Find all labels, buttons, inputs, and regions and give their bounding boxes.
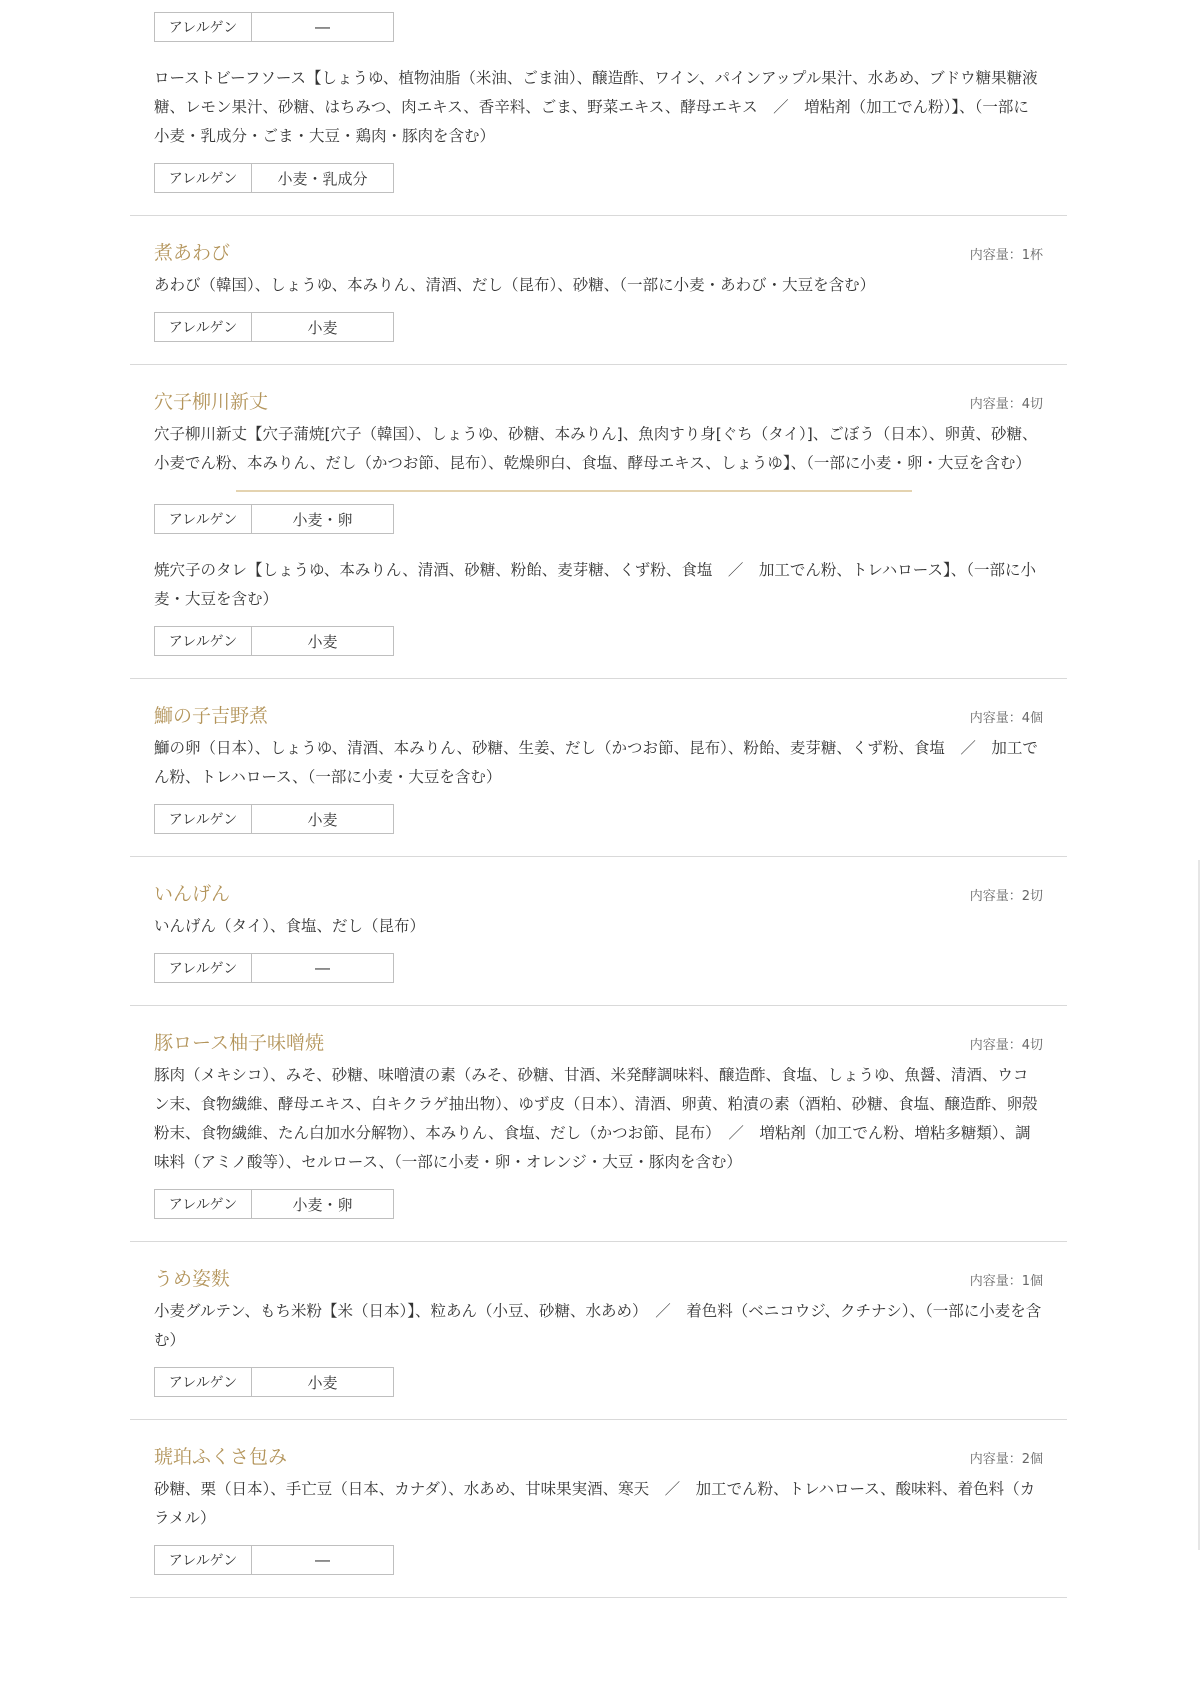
product-section-ingen <box>130 857 1067 1006</box>
product-section-awabi <box>130 216 1067 365</box>
quantity-label: 内容量：4切 <box>969 1038 1043 1053</box>
ingredients-text: 小麦グルテン、もち米粉【米（日本）】、粒あん（小豆、砂糖、水あめ） ／ 着色料（ベニコウジ、クチナシ）、（一部に小麦を含む） <box>154 1302 1042 1349</box>
allergen-label: アレルゲン <box>155 13 252 41</box>
allergen-value: ― <box>315 959 330 977</box>
allergen-label: アレルゲン <box>155 627 252 655</box>
allergen-table <box>154 312 394 342</box>
quantity-label: 内容量：4個 <box>969 711 1043 726</box>
allergen-value: 小麦・乳成分 <box>277 169 368 188</box>
quantity-label: 内容量：2切 <box>969 889 1043 904</box>
ingredients-text: ローストビーフソース【しょうゆ、植物油脂（米油、ごま油）、醸造酢、ワイン、パインアップル果汁、水あめ、ブドウ糖果糖液糖、レモン果汁、砂糖、はちみつ、肉エキス、香辛料、ごま、野菜エキス、酵母エキス ／ 増粘剤（加工でん粉）】、（一部に小麦・乳成分・ごま・大豆・鶏肉・豚肉を含む） <box>154 69 1038 145</box>
allergen-label: アレルゲン <box>155 954 252 982</box>
ingredients-text: 豚肉（メキシコ）、みそ、砂糖、味噌漬の素（みそ、砂糖、甘酒、米発酵調味料、醸造酢、食塩、しょうゆ、魚醤、清酒、ウコン末、食物繊維、酵母エキス、白キクラゲ抽出物）、ゆず皮（日本）、清酒、卵黄、粕漬の素（酒粕、砂糖、食塩、醸造酢、卵殻粉末、食物繊維、たん白加水分解物）、本みりん、食塩、だし（かつお節、昆布） ／ 増粘剤（加工でん粉、増粘多糖類）、調味料（アミノ酸等）、セルロース、（一部に小麦・卵・オレンジ・大豆・豚肉を含む） <box>154 1066 1038 1171</box>
ingredients-text: 砂糖、栗（日本）、手亡豆（日本、カナダ）、水あめ、甘味果実酒、寒天 ／ 加工でん粉、トレハロース、酸味料、着色料（カラメル） <box>154 1480 1036 1527</box>
allergen-label: アレルゲン <box>155 1190 252 1218</box>
quantity-label: 内容量：2個 <box>969 1452 1043 1467</box>
allergen-table <box>154 1367 394 1397</box>
product-section-buta <box>130 1006 1067 1242</box>
allergen-value: 小麦 <box>307 810 338 829</box>
ingredients-text: 穴子柳川新丈【穴子蒲焼[穴子（韓国）、しょうゆ、砂糖、本みりん]、魚肉すり身[ぐち（タイ）]、ごぼう（日本）、卵黄、砂糖、小麦でん粉、本みりん、だし（かつお節、昆布）、乾燥卵白、食塩、酵母エキス、しょうゆ】、（一部に小麦・卵・大豆を含む） <box>154 425 1038 472</box>
product-title: うめ姿麩 <box>154 1268 231 1290</box>
product-title: 琥珀ふくさ包み <box>154 1446 288 1468</box>
allergen-value: 小麦 <box>307 632 338 651</box>
allergen-table <box>154 1189 394 1219</box>
quantity-label: 内容量：1杯 <box>969 248 1043 263</box>
allergen-label: アレルゲン <box>155 164 252 192</box>
ingredients-text: いんげん（タイ）、食塩、だし（昆布） <box>154 917 425 935</box>
allergen-table <box>154 804 394 834</box>
product-title: 穴子柳川新丈 <box>154 391 269 413</box>
allergen-table <box>154 12 394 42</box>
allergen-label: アレルゲン <box>155 1368 252 1396</box>
allergen-list <box>130 0 1067 1598</box>
allergen-label: アレルゲン <box>155 805 252 833</box>
allergen-table <box>154 504 394 534</box>
product-section-roastbeef <box>130 0 1067 216</box>
product-section-ume <box>130 1242 1067 1420</box>
product-section-anago <box>130 365 1067 679</box>
product-title: 鰤の子吉野煮 <box>154 705 269 727</box>
quantity-label: 内容量：4切 <box>969 397 1043 412</box>
ingredients-text: あわび（韓国）、しょうゆ、本みりん、清酒、だし（昆布）、砂糖、（一部に小麦・あわび・大豆を含む） <box>154 276 876 294</box>
allergen-value: ― <box>315 1551 330 1569</box>
allergen-label: アレルゲン <box>155 313 252 341</box>
ingredients-text: 焼穴子のタレ【しょうゆ、本みりん、清酒、砂糖、粉飴、麦芽糖、くず粉、食塩 ／ 加工でん粉、トレハロース】、（一部に小麦・大豆を含む） <box>154 561 1036 608</box>
allergen-value: ― <box>315 18 330 36</box>
ingredients-text: 鰤の卵（日本）、しょうゆ、清酒、本みりん、砂糖、生姜、だし（かつお節、昆布）、粉飴、麦芽糖、くず粉、食塩 ／ 加工でん粉、トレハロース、（一部に小麦・大豆を含む） <box>154 739 1038 786</box>
product-title: 豚ロース柚子味噌焼 <box>154 1032 325 1054</box>
allergen-value: 小麦 <box>307 318 338 337</box>
allergen-value: 小麦・卵 <box>292 1195 353 1214</box>
allergen-table <box>154 953 394 983</box>
allergen-table <box>154 1545 394 1575</box>
allergen-value: 小麦・卵 <box>292 510 353 529</box>
allergen-label: アレルゲン <box>155 505 252 533</box>
allergen-value: 小麦 <box>307 1373 338 1392</box>
product-section-kohaku <box>130 1420 1067 1598</box>
product-title: いんげん <box>154 883 231 905</box>
allergen-table <box>154 163 394 193</box>
allergen-table <box>154 626 394 656</box>
allergen-label: アレルゲン <box>155 1546 252 1574</box>
product-section-buri <box>130 679 1067 857</box>
divider <box>236 490 912 492</box>
product-title: 煮あわび <box>154 242 231 264</box>
quantity-label: 内容量：1個 <box>969 1274 1043 1289</box>
